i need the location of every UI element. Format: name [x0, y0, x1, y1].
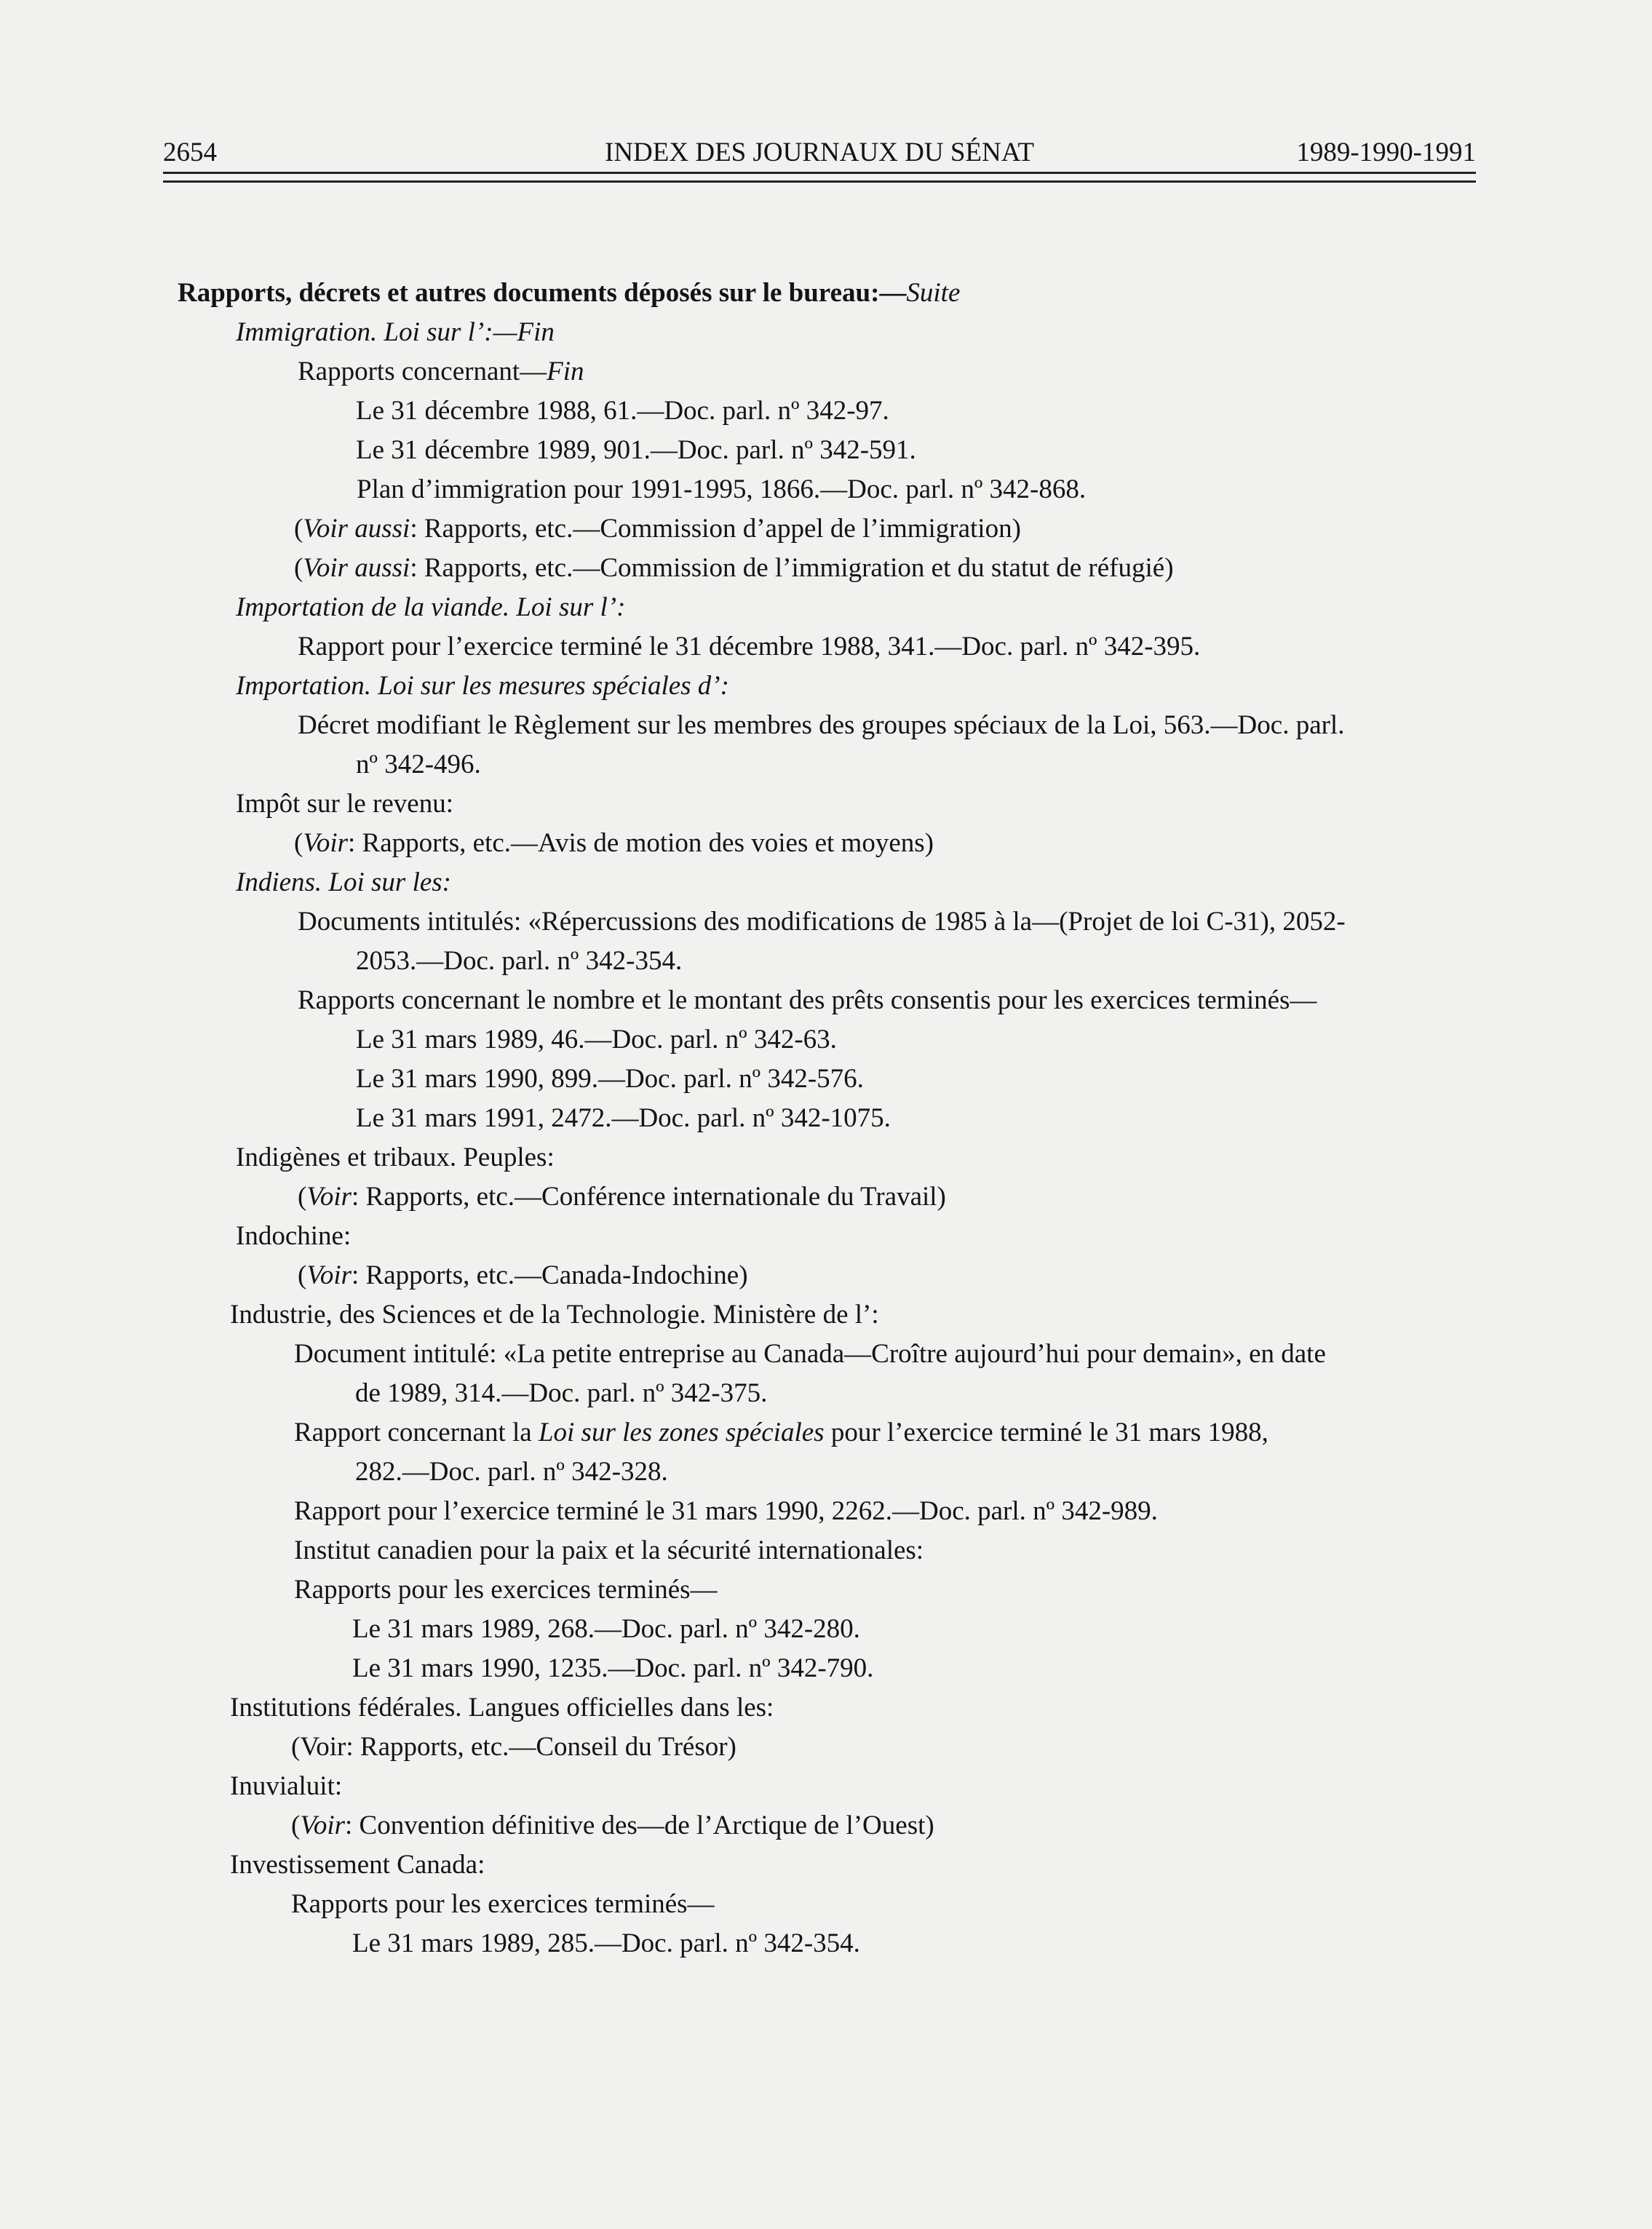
sub-heading-rapports: Rapports concernant—Fin [298, 357, 584, 386]
index-line: Plan d’immigration pour 1991-1995, 1866.—Doc. parl. nº 342-868. [357, 474, 1087, 504]
entry-heading-impot: Impôt sur le revenu: [236, 789, 453, 819]
entry-heading-importation-mesures: Importation. Loi sur les mesures spéciales d’: [236, 671, 729, 701]
entry-heading-importation-viande: Importation de la viande. Loi sur l’: [236, 592, 626, 622]
header-rule-top [163, 172, 1476, 174]
index-line: Rapport pour l’exercice terminé le 31 décembre 1988, 341.—Doc. parl. nº 342-395. [298, 632, 1201, 661]
index-line: Le 31 mars 1990, 899.—Doc. parl. nº 342-576. [356, 1064, 864, 1094]
index-line-continuation: 282.—Doc. parl. nº 342-328. [355, 1457, 668, 1487]
entry-heading-indochine: Indochine: [236, 1221, 352, 1251]
entry-heading-investissement: Investissement Canada: [230, 1850, 485, 1880]
index-line: Rapport concernant la Loi sur les zones spéciales pour l’exercice terminé le 31 mars 1988, [294, 1418, 1268, 1447]
index-line: Rapports concernant le nombre et le montant des prêts consentis pour les exercices terminés— [298, 985, 1317, 1015]
see-reference: (Voir: Rapports, etc.—Conférence internationale du Travail) [298, 1182, 946, 1212]
page-number: 2654 [163, 138, 217, 167]
entry-heading-industrie: Industrie, des Sciences et de la Technologie. Ministère de l’: [230, 1300, 879, 1330]
index-line: Rapports pour les exercices terminés— [291, 1889, 715, 1919]
index-line: Document intitulé: «La petite entreprise au Canada—Croître aujourd’hui pour demain», en date [294, 1339, 1326, 1369]
index-line: Documents intitulés: «Répercussions des modifications de 1985 à la—(Projet de loi C-31), 2052- [298, 907, 1346, 937]
page-header [163, 137, 1476, 180]
index-line-continuation: 2053.—Doc. parl. nº 342-354. [356, 946, 683, 976]
index-line: Le 31 mars 1989, 46.—Doc. parl. nº 342-63. [356, 1025, 837, 1054]
index-line: Institut canadien pour la paix et la sécurité internationales: [294, 1535, 924, 1565]
see-also-reference: (Voir aussi: Rapports, etc.—Commission de l’immigration et du statut de réfugié) [294, 553, 1174, 583]
see-reference: (Voir: Rapports, etc.—Conseil du Trésor) [291, 1732, 736, 1762]
index-line: Décret modifiant le Règlement sur les membres des groupes spéciaux de la Loi, 563.—Doc. parl. [298, 710, 1345, 740]
index-line: Rapport pour l’exercice terminé le 31 mars 1990, 2262.—Doc. parl. nº 342-989. [294, 1496, 1158, 1526]
see-reference: (Voir: Rapports, etc.—Avis de motion des voies et moyens) [294, 828, 934, 858]
running-title: INDEX DES JOURNAUX DU SÉNAT [605, 138, 1034, 167]
index-line: Le 31 décembre 1988, 61.—Doc. parl. nº 342-97. [356, 396, 889, 426]
entry-heading-inuvialuit: Inuvialuit: [230, 1771, 343, 1801]
main-heading: Rapports, décrets et autres documents déposés sur le bureau:—Suite [178, 278, 961, 308]
header-years: 1989-1990-1991 [1296, 138, 1476, 167]
index-line: Le 31 mars 1989, 268.—Doc. parl. nº 342-280. [352, 1614, 860, 1644]
entry-heading-indiens: Indiens. Loi sur les: [236, 867, 451, 897]
entry-heading-institutions: Institutions fédérales. Langues officielles dans les: [230, 1693, 774, 1723]
header-rule-bottom [163, 180, 1476, 183]
index-line: Le 31 mars 1990, 1235.—Doc. parl. nº 342-790. [352, 1653, 874, 1683]
see-reference: (Voir: Rapports, etc.—Canada-Indochine) [298, 1260, 748, 1290]
entry-heading-immigration: Immigration. Loi sur l’:—Fin [236, 317, 555, 347]
index-line-continuation: nº 342-496. [356, 750, 481, 779]
index-line: Le 31 mars 1991, 2472.—Doc. parl. nº 342-1075. [356, 1103, 891, 1133]
entry-heading-indigenes: Indigènes et tribaux. Peuples: [236, 1143, 555, 1172]
see-reference: (Voir: Convention définitive des—de l’Arctique de l’Ouest) [291, 1811, 934, 1840]
index-line-continuation: de 1989, 314.—Doc. parl. nº 342-375. [355, 1378, 768, 1408]
index-line: Rapports pour les exercices terminés— [294, 1575, 718, 1605]
index-line: Le 31 décembre 1989, 901.—Doc. parl. nº 342-591. [356, 435, 916, 465]
see-also-reference: (Voir aussi: Rapports, etc.—Commission d’appel de l’immigration) [294, 514, 1021, 544]
index-content [178, 274, 1480, 1963]
index-line: Le 31 mars 1989, 285.—Doc. parl. nº 342-354. [352, 1928, 860, 1958]
